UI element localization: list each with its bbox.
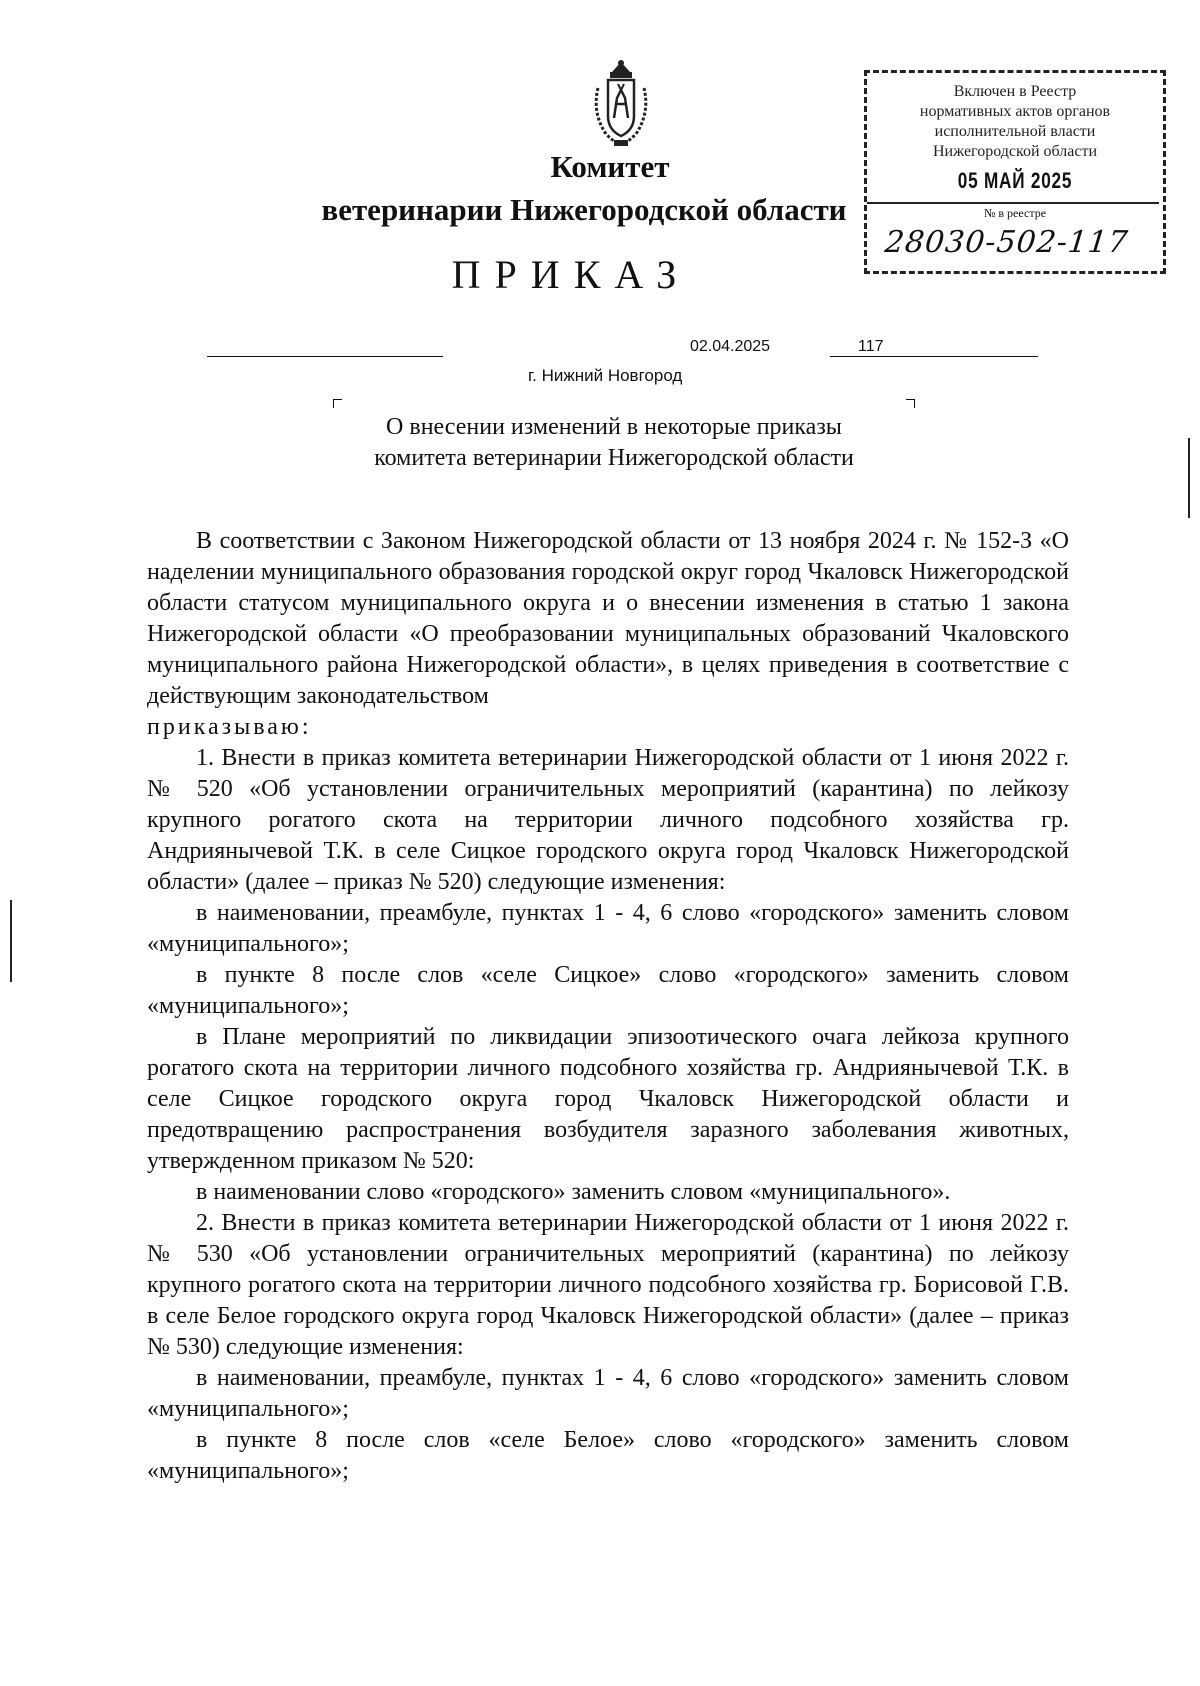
stamp-line-2: нормативных актов органов xyxy=(919,103,1111,120)
order-date: 02.04.2025 xyxy=(690,338,771,355)
clause-1-change-a: в наименовании, преамбуле, пунктах 1 - 4, 6 слово «городского» заменить словом «муниципального»; xyxy=(147,900,1069,957)
clause-2: 2. Внести в приказ комитета ветеринарии Нижегородской области от 1 июня 2022 г. № 530 «Об установлении ограничительных мероприятий (карантина) по лейкозу крупного рогатого скота на территории личного подсобного хозяйства гр. Борисовой Г.В. в селе Белое городского округа город Чкаловск Нижегородской области» (далее – приказ № 530) следующие изменения: xyxy=(147,1210,1069,1360)
scan-edge-mark xyxy=(10,900,12,982)
document-type-title: ПРИКАЗ xyxy=(451,252,691,297)
order-word: приказываю: xyxy=(147,714,312,740)
subject-line-1: О внесении изменений в некоторые приказы xyxy=(386,414,842,440)
registry-stamp xyxy=(864,70,1166,274)
stamp-divider xyxy=(867,202,1159,204)
stamp-registry-number: 28030-502-117 xyxy=(883,225,1131,260)
org-name-line2: ветеринарии Нижегородской области xyxy=(321,192,847,227)
scan-edge-mark xyxy=(1188,438,1190,518)
stamp-date: 05 МАЙ 2025 xyxy=(957,168,1073,193)
subject-bracket-left xyxy=(333,399,342,408)
clause-1-change-d: в наименовании слово «городского» заменить словом «муниципального». xyxy=(196,1179,951,1205)
org-name-line1: Комитет xyxy=(550,149,670,184)
clause-1-change-b: в пункте 8 после слов «селе Сицкое» слово «городского» заменить словом «муниципального»; xyxy=(147,962,1069,1019)
stamp-registry-label: № в реестре xyxy=(983,206,1047,220)
date-underline xyxy=(207,356,443,357)
clause-2-change-b: в пункте 8 после слов «селе Белое» слово «городского» заменить словом «муниципального»; xyxy=(147,1427,1069,1484)
coat-of-arms-icon xyxy=(590,58,652,150)
subject-bracket-right xyxy=(906,399,915,408)
order-subject xyxy=(0,412,1200,474)
stamp-line-4: Нижегородской области xyxy=(932,143,1097,160)
order-number: 117 xyxy=(858,338,884,355)
subject-line-2: комитета ветеринарии Нижегородской области xyxy=(374,445,854,471)
order-body xyxy=(147,526,1069,1487)
stamp-line-3: исполнительной власти xyxy=(934,123,1096,140)
order-city: г. Нижний Новгород xyxy=(528,366,683,385)
number-underline xyxy=(830,356,1038,357)
clause-1: 1. Внести в приказ комитета ветеринарии Нижегородской области от 1 июня 2022 г. № 520 «Об установлении ограничительных мероприятий (карантина) по лейкозу крупного рогатого скота на территории личного подсобного хозяйства гр. Андриянычевой Т.К. в селе Сицкое городского округа город Чкаловск Нижегородской области» (далее – приказ № 520) следующие изменения: xyxy=(147,745,1069,895)
clause-1-change-c: в Плане мероприятий по ликвидации эпизоотического очага лейкоза крупного рогатого скота на территории личного подсобного хозяйства гр. Андриянычевой Т.К. в селе Сицкое городского округа город Чкаловск Нижегородской области и предотвращению распространения возбудителя заразного заболевания животных, утвержденном приказом № 520: xyxy=(147,1024,1069,1174)
preamble-paragraph: В соответствии с Законом Нижегородской области от 13 ноября 2024 г. № 152-З «О наделении муниципального образования городской округ город Чкаловск Нижегородской области статусом муниципального округа и о внесении изменения в статью 1 закона Нижегородской области «О преобразовании муниципальных образований Чкаловского муниципального района Нижегородской области», в целях приведения в соответствие с действующим законодательством xyxy=(147,528,1069,709)
clause-2-change-a: в наименовании, преамбуле, пунктах 1 - 4, 6 слово «городского» заменить словом «муниципального»; xyxy=(147,1365,1069,1422)
stamp-line-1: Включен в Реестр xyxy=(953,83,1077,100)
